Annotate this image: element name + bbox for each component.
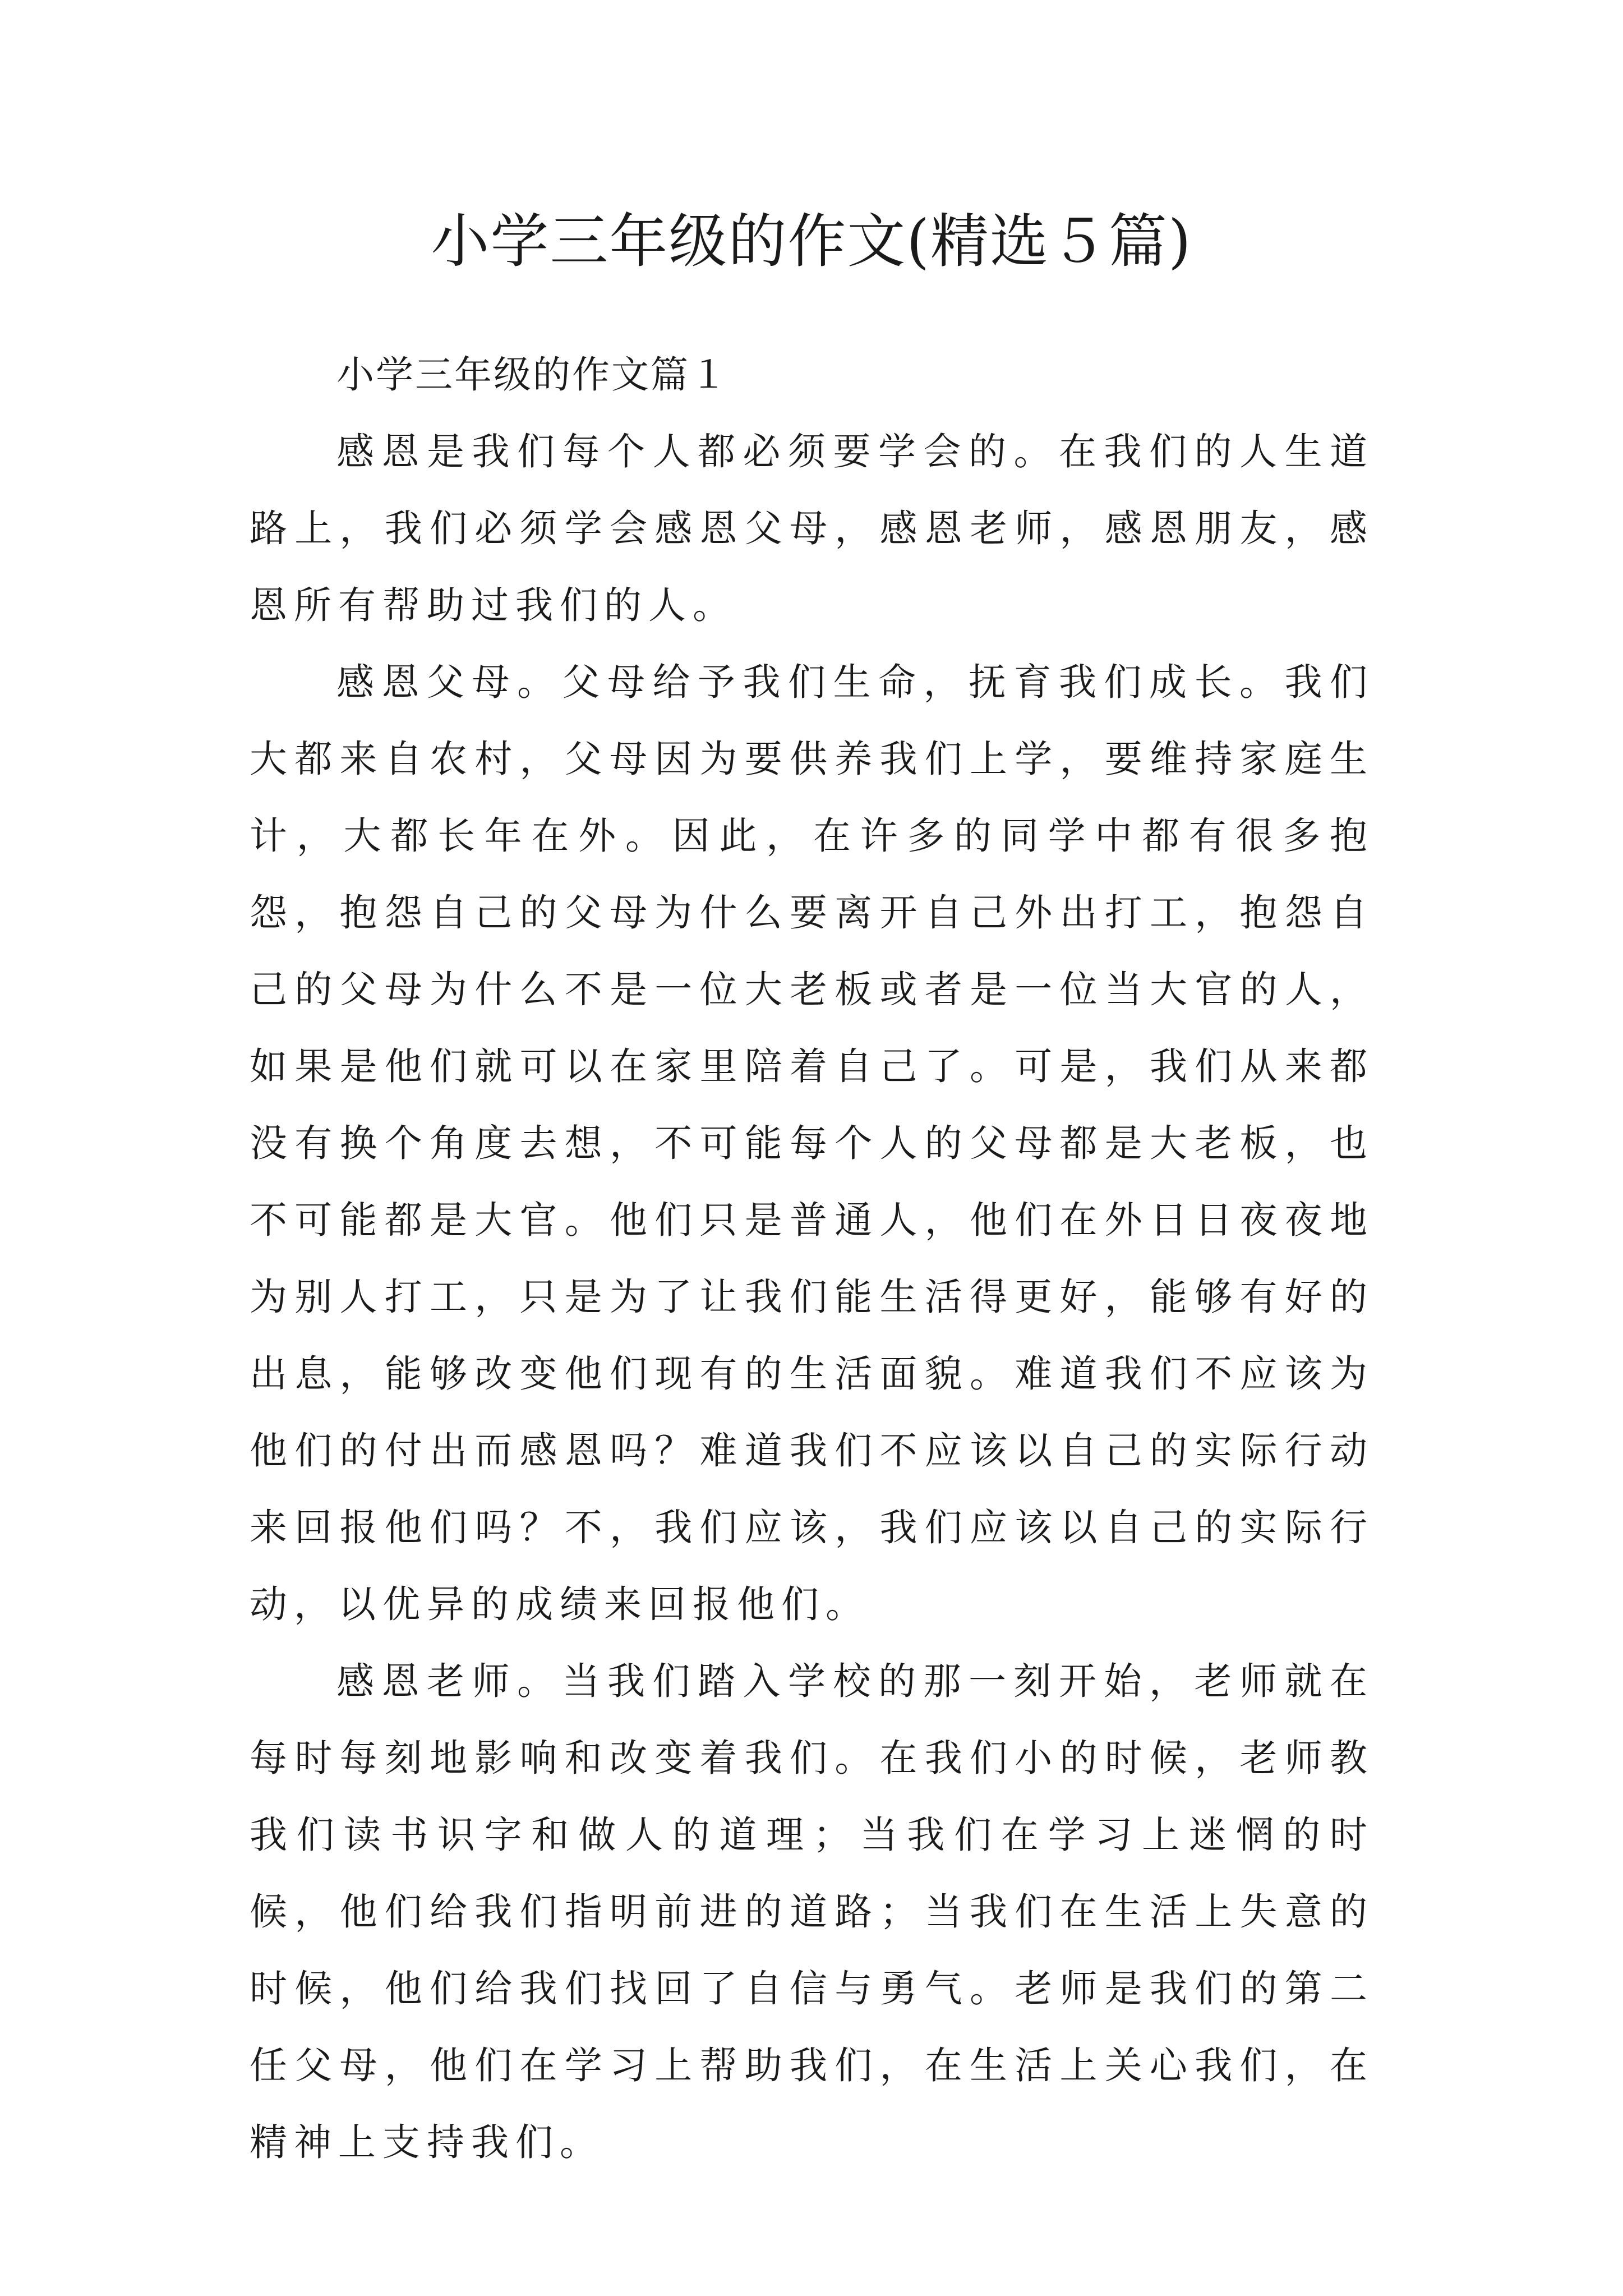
paragraph: 感恩父母。父母给予我们生命，抚育我们成长。我们大都来自农村，父母因为要供养我们上学，要维持家庭生计，大都长年在外。因此，在许多的同学中都有很多抱怨，抱怨自己的父母为什么要离开自己外出打工，抱怨自己的父母为什么不是一位大老板或者是一位当大官的人，如果是他们就可以在家里陪着自己了。可是，我们从来都没有换个角度去想，不可能每个人的父母都是大老板，也不可能都是大官。他们只是普通人，他们在外日日夜夜地为别人打工，只是为了让我们能生活得更好，能够有好的出息，能够改变他们现有的生活面貌。难道我们不应该为他们的付出而感恩吗？难道我们不应该以自己的实际行动来回报他们吗？不，我们应该，我们应该以自己的实际行动，以优异的成绩来回报他们。 <box>250 660 1374 1626</box>
paragraph: 感恩是我们每个人都必须要学会的。在我们的人生道路上，我们必须学会感恩父母，感恩老师，感恩朋友，感恩所有帮助过我们的人。 <box>250 430 1374 627</box>
paragraph: 感恩老师。当我们踏入学校的那一刻开始，老师就在每时每刻地影响和改变着我们。在我们小的时候，老师教我们读书识字和做人的道理；当我们在学习上迷惘的时候，他们给我们指明前进的道路；当我们在生活上失意的时候，他们给我们找回了自信与勇气。老师是我们的第二任父母，他们在学习上帮助我们，在生活上关心我们，在精神上支持我们。 <box>250 1659 1374 2164</box>
section-heading: 小学三年级的作文篇１ <box>336 353 729 397</box>
document-title: 小学三年级的作文(精选５篇) <box>431 207 1192 275</box>
document-body <box>250 337 1374 2181</box>
